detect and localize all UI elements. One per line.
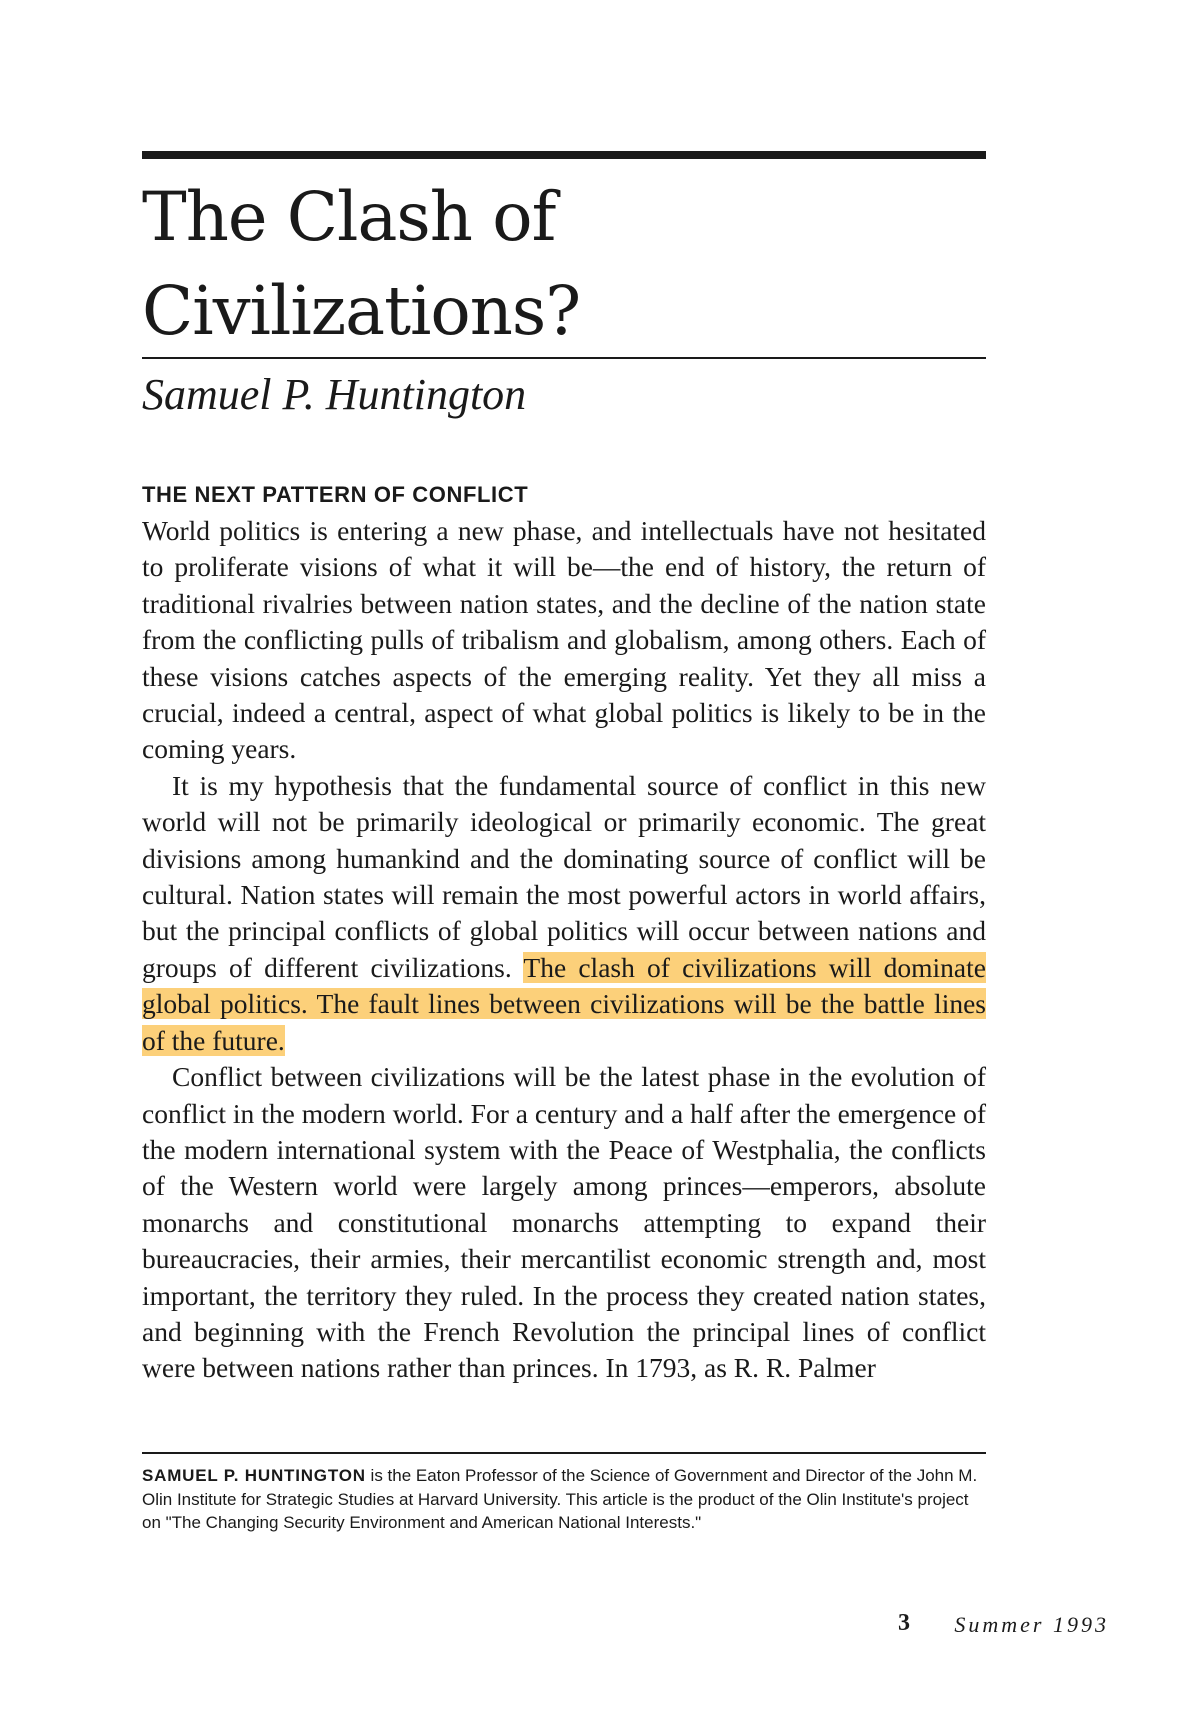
author-byline: Samuel P. Huntington — [142, 370, 527, 419]
article-body — [142, 513, 986, 1387]
title-line-2: Civilizations? — [142, 272, 581, 350]
paragraph-1: World politics is entering a new phase, and intellectuals have not hesitated to proliferate visions of what it will be—the end of history, the return of traditional rivalries between nation states, and the decline of the nation state from the conflicting pulls of tribalism and globalism, among others. Each of these visions catches aspects of the emerging reality. Yet they all miss a crucial, indeed a central, aspect of what global politics is likely to be in the coming years. — [142, 515, 986, 765]
article-title — [142, 170, 580, 358]
paragraph-3: Conflict between civilizations will be the latest phase in the evolution of conflict in the modern world. For a century and a half after the emergence of the modern international system with the Peace of Westphalia, the conflicts of the Western world were largely among princes—emperors, absolute monarchs and constitutional monarchs attempting to expand their bureaucracies, their armies, their mercantilist economic strength and, most important, the territory they ruled. In the process they created nation states, and beginning with the French Revolution the principal lines of conflict were between nations rather than princes. In 1793, as R. R. Palmer — [142, 1061, 986, 1384]
paragraph-2-text: It is my hypothesis that the fundamental source of conflict in this new world will not be primarily ideological or primarily economic. The great divisions among humankind and the dominating source of conflict will be cultural. Nation states will remain the most powerful actors in world affairs, but the principal conflicts of global politics will occur between nations and groups of different civilizations. — [142, 769, 986, 983]
article-page — [142, 0, 986, 1714]
title-line-1: The Clash of — [142, 178, 556, 256]
title-bottom-rule — [142, 357, 986, 359]
page-number: 3 — [898, 1610, 910, 1636]
author-footnote — [142, 1464, 986, 1535]
footnote-author-name: SAMUEL P. HUNTINGTON — [142, 1466, 366, 1485]
highlighted-passage: The clash of civilizations will dominate global politics. The fault lines between civilizations will be the battle lines of the future. — [142, 951, 986, 1056]
title-top-rule — [142, 151, 986, 159]
issue-label: Summer 1993 — [954, 1612, 1109, 1637]
section-heading: THE NEXT PATTERN OF CONFLICT — [142, 482, 529, 507]
footnote-rule — [142, 1452, 986, 1454]
footnote-text: is the Eaton Professor of the Science of Government and Director of the John M. Olin Institute for Strategic Studies at Harvard University. This article is the product of the Olin Institute's project on "The Changing Security Environment and American National Interests." — [142, 1466, 978, 1532]
paragraph-2 — [142, 768, 986, 1059]
